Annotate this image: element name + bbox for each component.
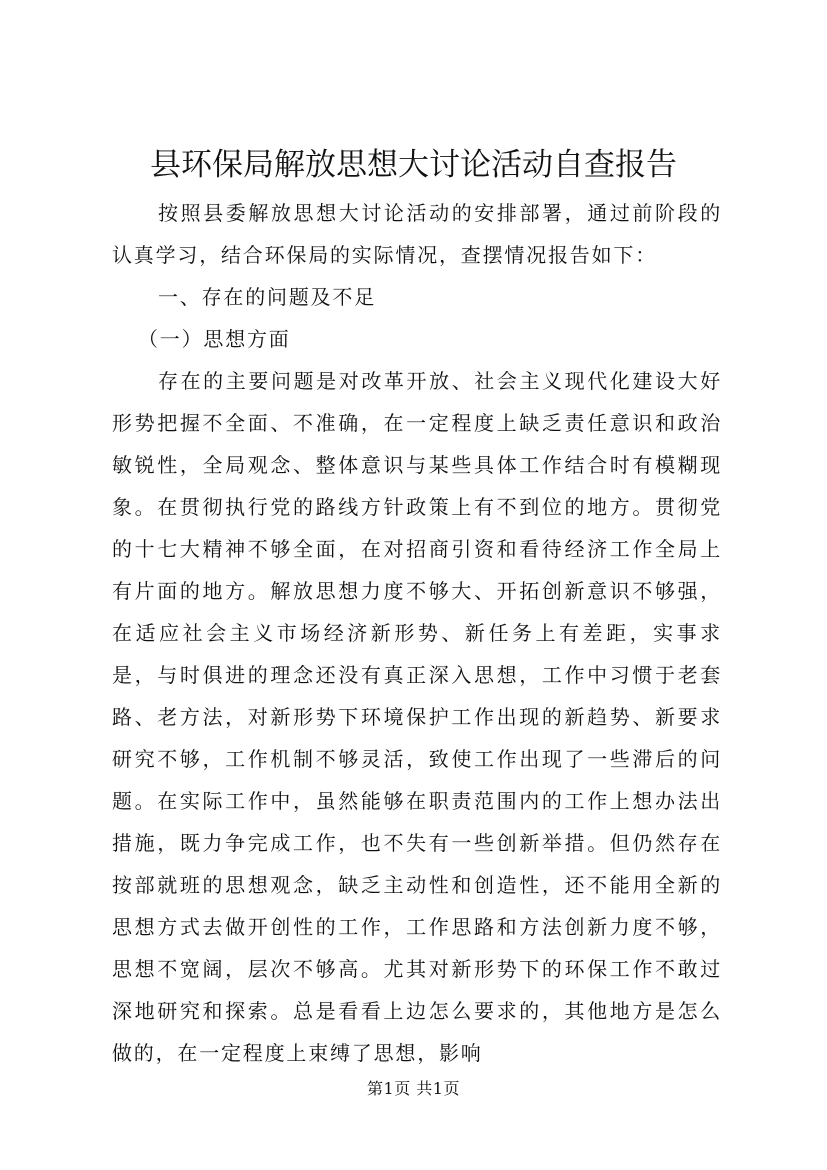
subsection-heading: （一）思想方面 [138,327,291,351]
document-title: 县环保局解放思想大讨论活动自查报告 [150,147,677,183]
body-paragraph: 存在的主要问题是对改革开放、社会主义现代化建设大好形势把握不全面、不准确，在一定程度上缺乏责任意识和政治敏锐性，全局观念、整体意识与某些具体工作结合时有模糊现象。在贯彻执行党的路线方针政策上有不到位的地方。贯彻党的十七大精神不够全面，在对招商引资和看待经济工作全局上有片面的地方。解放思想力度不够大、开拓创新意识不够强，在适应社会主义市场经济新形势、新任务上有差距，实事求是，与时俱进的理念还没有真正深入思想，工作中习惯于老套路、老方法，对新形势下环境保护工作出现的新趋势、新要求研究不够，工作机制不够灵活，致使工作出现了一些滞后的问题。在实际工作中，虽然能够在职责范围内的工作上想办法出措施，既力争完成工作，也不失有一些创新举措。但仍然存在按部就班的思想观念，缺乏主动性和创造性，还不能用全新的思想方式去做开创性的工作，工作思路和方法创新力度不够，思想不宽阔，层次不够高。尤其对新形势下的环保工作不敢过深地研究和探索。总是看看上边怎么要求的，其他地方是怎么做的，在一定程度上束缚了思想，影响 [112,369,722,1065]
document-body [112,192,722,1074]
section-heading: 一、存在的问题及不足 [158,285,376,309]
page-number-footer: 第1页 共1页 [367,1079,460,1098]
intro-paragraph: 按照县委解放思想大讨论活动的安排部署，通过前阶段的认真学习，结合环保局的实际情况，查摆情况报告如下： [112,201,722,267]
